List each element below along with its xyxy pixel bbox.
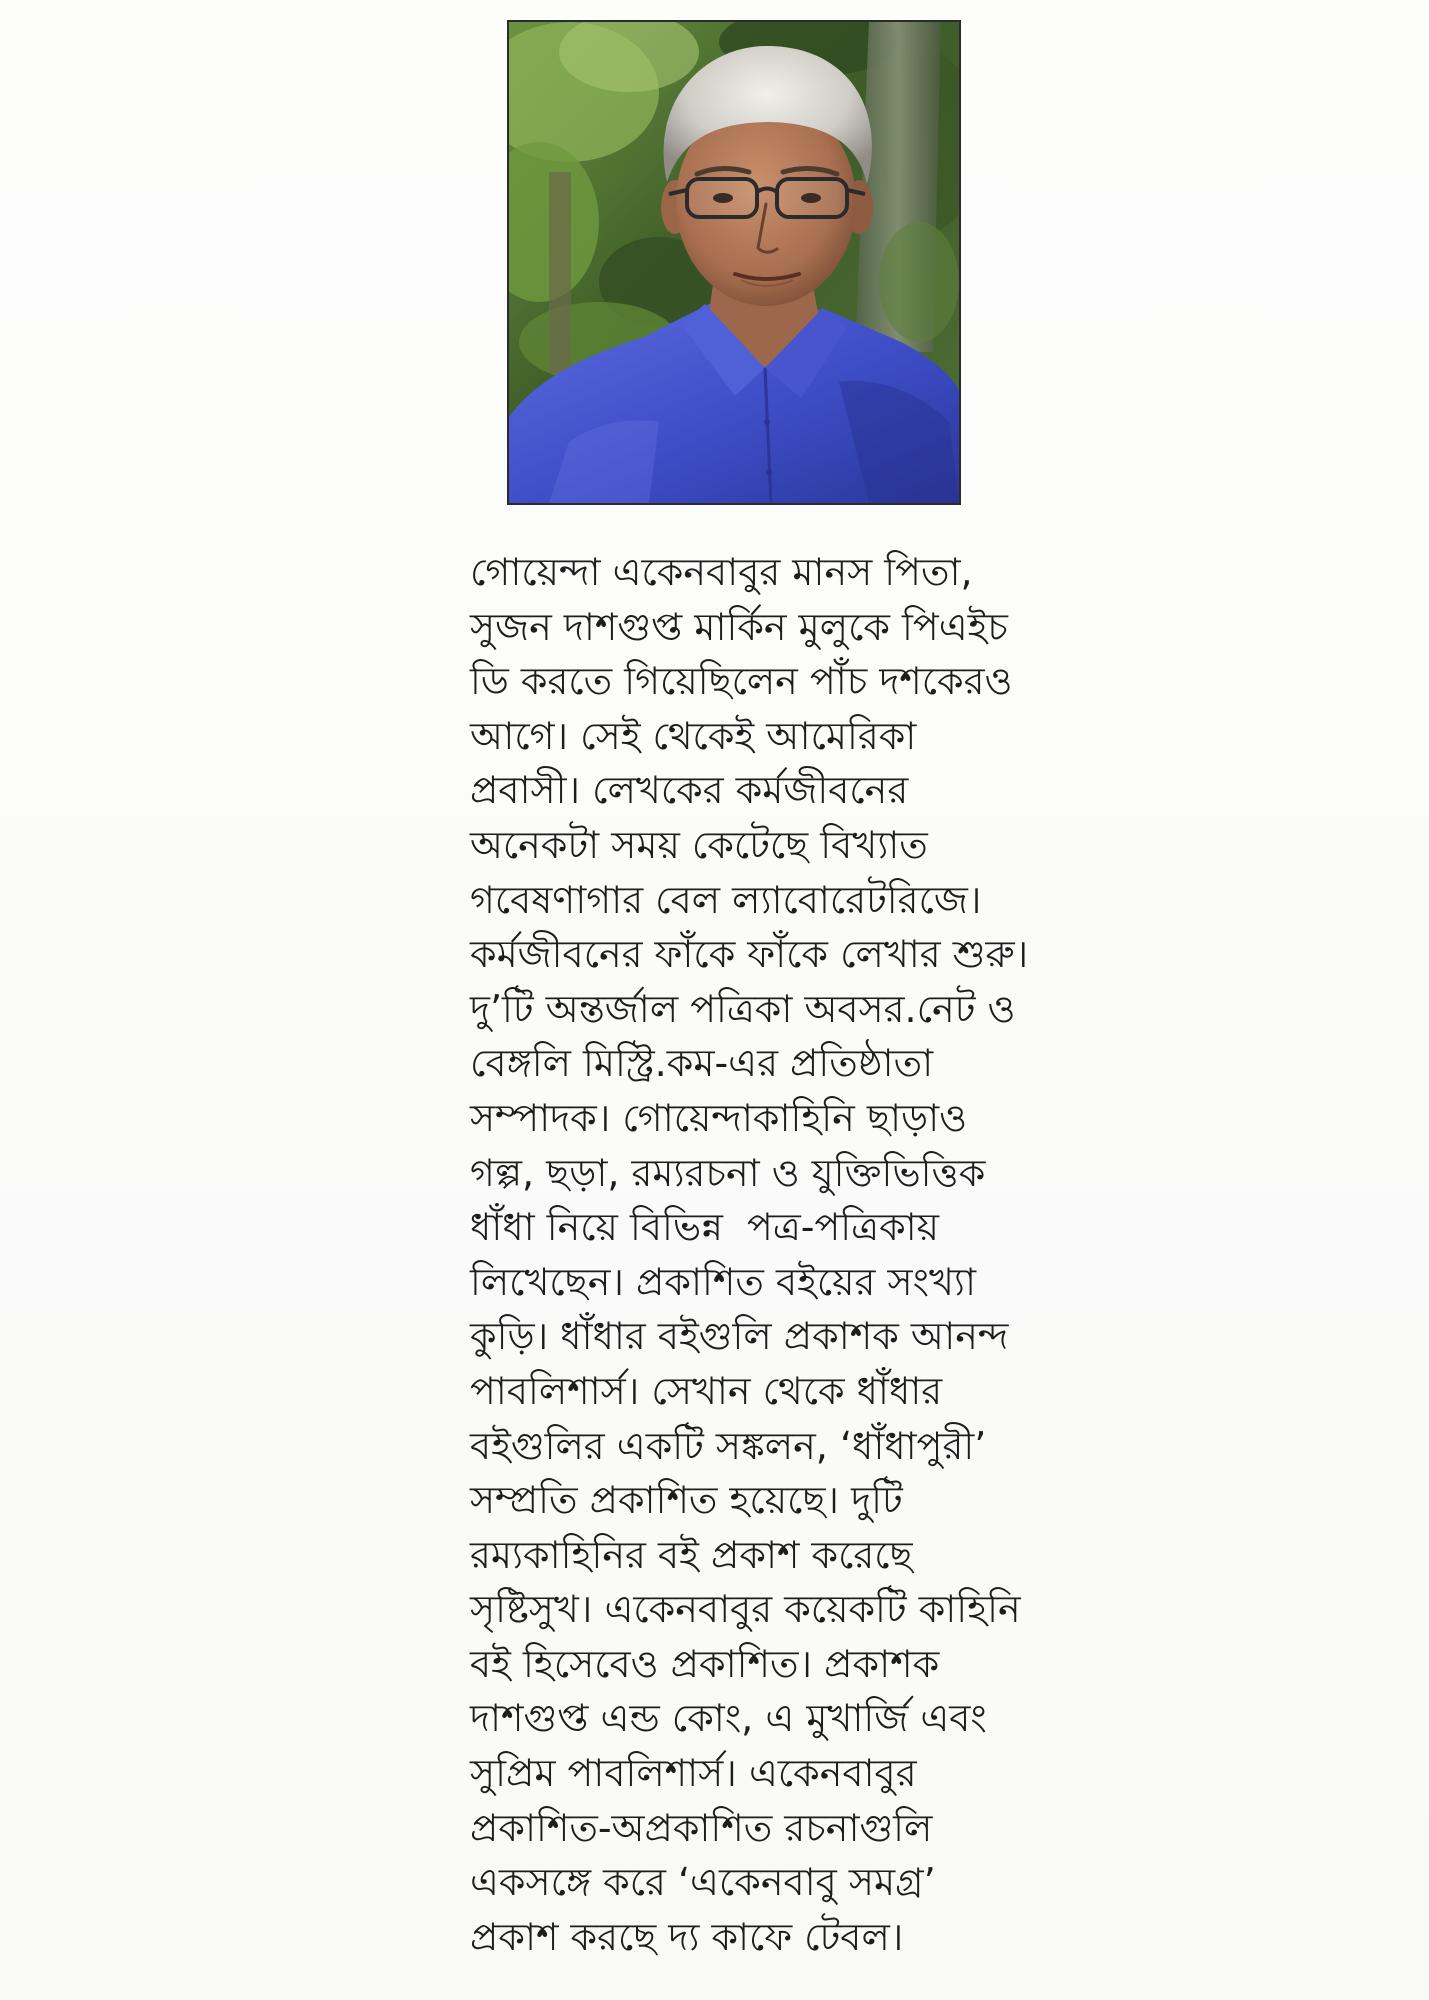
bio-line: বেঙ্গলি মিস্ট্রি.কম-এর প্রতিষ্ঠাতা [470, 1041, 934, 1086]
bio-line: রম্যকাহিনির বই প্রকাশ করেছে [470, 1532, 913, 1577]
bio-line: প্রকাশিত-অপ্রকাশিত রচনাগুলি [470, 1805, 933, 1850]
bio-line: সৃষ্টিসুখ। একেনবাবুর কয়েকটি কাহিনি [470, 1587, 1021, 1632]
author-photo [509, 22, 959, 503]
bio-line: গবেষণাগার বেল ল্যাবোরেটরিজে। [470, 877, 982, 922]
author-portrait-image [509, 22, 959, 503]
bio-line: সুপ্রিম পাবলিশার্স। একেনবাবুর [470, 1751, 917, 1796]
bio-line: বইগুলির একটি সঙ্কলন, ‘ধাঁধাপুরী’ [470, 1423, 987, 1468]
bio-line: প্রকাশ করছে দ্য কাফে টেবল। [470, 1914, 904, 1959]
bio-line: কর্মজীবনের ফাঁকে ফাঁকে লেখার শুরু। [470, 932, 1029, 977]
bio-line: ডি করতে গিয়েছিলেন পাঁচ দশকেরও [470, 659, 1013, 704]
bio-line: আগে। সেই থেকেই আমেরিকা [470, 713, 917, 758]
bio-line: বই হিসেবেও প্রকাশিত। প্রকাশক [470, 1641, 940, 1686]
bio-line: লিখেছেন। প্রকাশিত বইয়ের সংখ্যা [470, 1259, 976, 1304]
bio-line: সম্পাদক। গোয়েন্দাকাহিনি ছাড়াও [470, 1095, 968, 1140]
bio-line: একসঙ্গে করে ‘একেনবাবু সমগ্র’ [470, 1860, 936, 1905]
bio-line: সম্প্রতি প্রকাশিত হয়েছে। দুটি [470, 1478, 903, 1523]
bio-line: পাবলিশার্স। সেখান থেকে ধাঁধার [470, 1368, 943, 1413]
bio-line: গোয়েন্দা একেনবাবুর মানস পিতা, [470, 550, 973, 594]
bio-line: দু’টি অন্তর্জাল পত্রিকা অবসর.নেট ও [470, 986, 1016, 1031]
bio-line: কুড়ি। ধাঁধার বইগুলি প্রকাশক আনন্দ [470, 1314, 1009, 1359]
bio-line: ধাঁধা নিয়ে বিভিন্ন পত্র-পত্রিকায় [470, 1205, 940, 1250]
bio-line: অনেকটা সময় কেটেছে বিখ্যাত [470, 822, 928, 867]
bio-line: সুজন দাশগুপ্ত মার্কিন মুলুকে পিএইচ [470, 604, 1008, 649]
bio-line: প্রবাসী। লেখকের কর্মজীবনের [470, 768, 909, 813]
author-bio [470, 545, 1370, 1964]
bio-line: দাশগুপ্ত এন্ড কোং, এ মুখার্জি এবং [470, 1696, 987, 1741]
bio-line: গল্প, ছড়া, রম্যরচনা ও যুক্তিভিত্তিক [470, 1150, 986, 1195]
